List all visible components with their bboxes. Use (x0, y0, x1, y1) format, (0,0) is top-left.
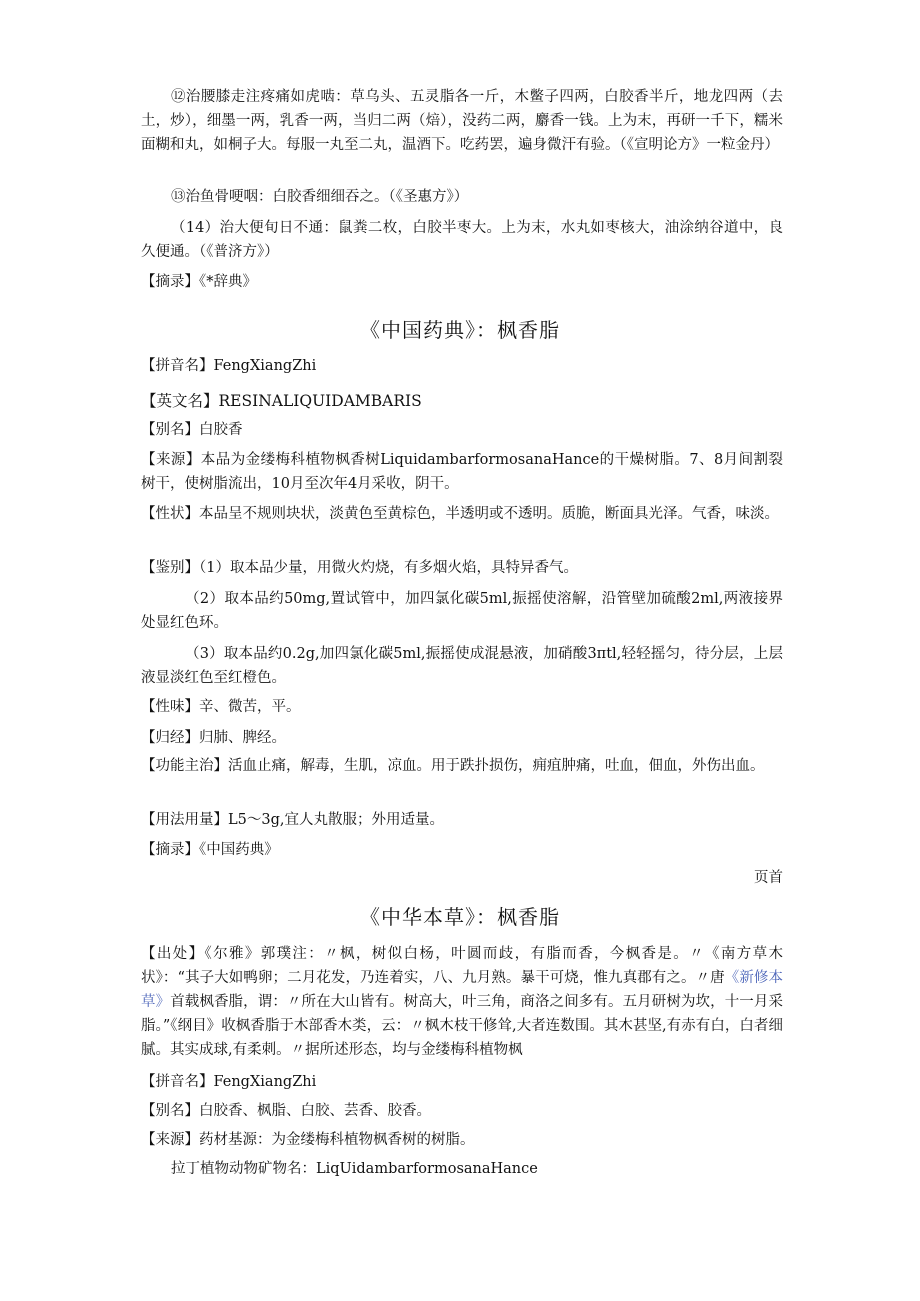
origin-paragraph (141, 942, 783, 1062)
meridian: 【归经】归肺、脾经。 (141, 730, 286, 746)
pinyin-name: 【拼音名】FengXiangZhi (141, 358, 317, 374)
source-2: 【来源】药材基源：为金缕梅科植物枫香树的树脂。 (141, 1132, 475, 1148)
section-title-pharmacopoeia: 《中国药典》：枫香脂 (360, 318, 560, 342)
pinyin-name-2: 【拼音名】FengXiangZhi (141, 1074, 317, 1090)
dosage: 【用法用量】L5〜3g,宜人丸散服；外用适量。 (141, 812, 444, 828)
identification-3: （3）取本品约0.2g,加四氯化碳5ml,振摇使成混悬液，加硝酸3πtl,轻轻摇匀，待分层，上层液显淡红色至红橙色。 (141, 646, 783, 686)
xinxiu-bencao-link[interactable]: 《新修本草》 (141, 970, 783, 1010)
identification-1: 【鉴别】（1）取本品少量，用微火灼烧，有多烟火焰，具特异香气。 (141, 560, 578, 576)
nature-taste: 【性味】辛、微苦，平。 (141, 699, 301, 715)
characteristics: 【性状】本品呈不规则块状，淡黄色至黄棕色，半透明或不透明。质脆，断面具光泽。气香，味淡。 (141, 506, 779, 522)
section-title-zhonghua-bencao: 《中华本草》：枫香脂 (360, 905, 560, 929)
origin-text-a: 【出处】《尔雅》郭璞注：〃枫，树似白杨，叶圆而歧，有脂而香，今枫香是。〃《南方草木状》：“其子大如鸭卵；二月花发，乃连着实，八、九月熟。暴干可烧，惟九真郡有之。〃唐 (141, 946, 783, 986)
alias: 【别名】白胶香 (141, 422, 243, 438)
function-indication: 【功能主治】活血止痛，解毒，生肌，凉血。用于跌扑损伤，痈疽肿痛，吐血，佃血，外伤出血。 (141, 758, 765, 774)
origin-text-b: 首载枫香脂，谓：〃所在大山皆有。树高大，叶三角，商洛之间多有。五月研树为坎，十一月采脂。”《纲目》收枫香脂于木部香木类，云：〃枫木枝干修耸,大者连数围。其木甚坚,有赤有白，白者细腻。其实成球,有柔刺。〃据所述形态，均与金缕梅科植物枫 (141, 994, 783, 1058)
excerpt-pharmacopoeia: 【摘录】《中国药典》 (141, 842, 279, 858)
page-top-link[interactable]: 页首 (754, 870, 783, 886)
prescription-13: ⑬治鱼骨哽咽：白胶香细细吞之。（《圣惠方》） (171, 189, 469, 205)
source: 【来源】本品为金缕梅科植物枫香树LiquidambarformosanaHance的干燥树脂。7、8月间割裂树干，使树脂流出，10月至次年4月采收，阴干。 (141, 452, 783, 492)
latin-name: 拉丁植物动物矿物名：LiqUidambarformosanaHance (171, 1161, 538, 1177)
excerpt-line: 【摘录】《*辞典》 (141, 274, 257, 290)
english-name: 【英文名】RESINALIQUIDAMBARIS (141, 392, 422, 410)
prescription-14: （14）治大便旬日不通：鼠粪二枚，白胶半枣大。上为末，水丸如枣核大，油涂纳谷道中，良久便通。（《普济方》） (141, 220, 783, 260)
alias-2: 【别名】白胶香、枫脂、白胶、芸香、胶香。 (141, 1103, 431, 1119)
identification-2: （2）取本品约50mg,置试管中，加四氯化碳5ml,振摇使溶解，沿管壁加硫酸2ml,两液接界处显红色环。 (141, 591, 783, 631)
prescription-12: ⑫治腰膝走注疼痛如虎啮：草乌头、五灵脂各一斤，木鳖子四两，白胶香半斤，地龙四两（去土，炒），细墨一两，乳香一两，当归二两（焙），没药二两，麝香一钱。上为末，再研一千下，糯米面糊和丸，如桐子大。每服一丸至二丸，温酒下。吃药罢，遍身微汗有验。（《宣明论方》一粒金丹） (141, 89, 783, 153)
